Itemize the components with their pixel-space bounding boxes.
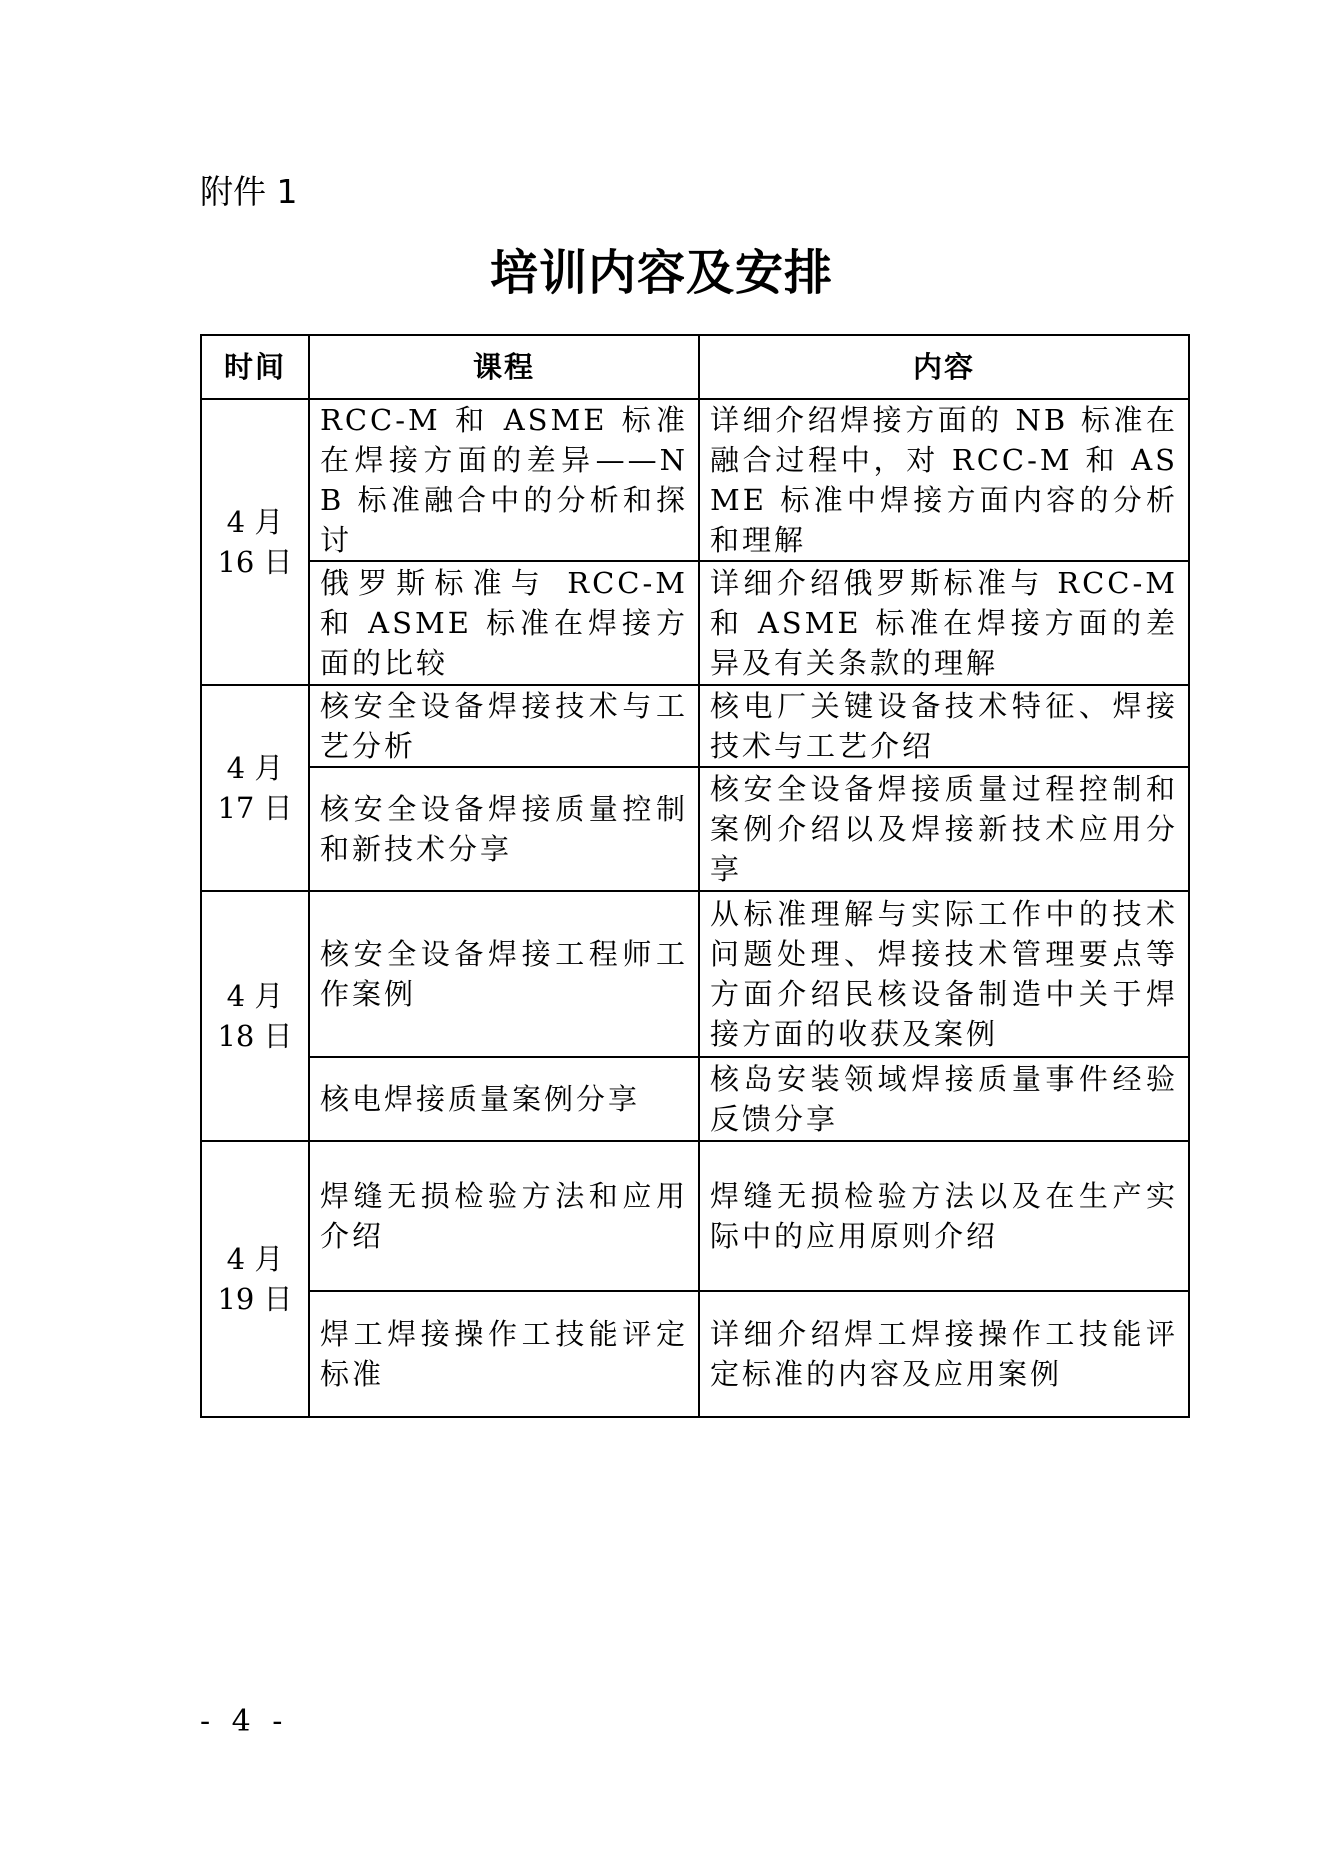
content-cell: 核岛安装领域焊接质量事件经验反馈分享 (699, 1057, 1189, 1141)
table-row (201, 1141, 1189, 1291)
course-cell: 核安全设备焊接技术与工艺分析 (309, 685, 699, 767)
table-row (201, 1291, 1189, 1417)
header-content: 内容 (699, 335, 1189, 399)
date-cell (201, 685, 309, 891)
content-cell: 详细介绍焊工焊接操作工技能评定标准的内容及应用案例 (699, 1291, 1189, 1417)
document-title: 培训内容及安排 (489, 245, 833, 301)
attachment-label: 附件 1 (200, 172, 298, 211)
date-cell (201, 399, 309, 685)
header-course: 课程 (309, 335, 699, 399)
table-row (201, 1057, 1189, 1141)
course-cell: 核电焊接质量案例分享 (309, 1057, 699, 1141)
date-month: 4 月 (226, 751, 284, 785)
date-day: 16 日 (217, 545, 293, 579)
date-day: 18 日 (217, 1019, 293, 1053)
course-cell: 核安全设备焊接工程师工作案例 (309, 891, 699, 1057)
table-row (201, 561, 1189, 685)
content-cell: 核安全设备焊接质量过程控制和案例介绍以及焊接新技术应用分享 (699, 767, 1189, 891)
date-month: 4 月 (226, 505, 284, 539)
date-day: 17 日 (217, 791, 293, 825)
schedule-table (200, 334, 1190, 1418)
content-cell: 详细介绍俄罗斯标准与 RCC-M 和 ASME 标准在焊接方面的差异及有关条款的理解 (699, 561, 1189, 685)
header-time: 时间 (201, 335, 309, 399)
course-cell: 俄罗斯标准与 RCC-M 和 ASME 标准在焊接方面的比较 (309, 561, 699, 685)
course-cell: 焊工焊接操作工技能评定标准 (309, 1291, 699, 1417)
table-header-row (201, 335, 1189, 399)
date-month: 4 月 (226, 979, 284, 1013)
date-day: 19 日 (217, 1282, 293, 1316)
content-cell: 详细介绍焊接方面的 NB 标准在融合过程中，对 RCC-M 和 ASME 标准中焊接方面内容的分析和理解 (699, 399, 1189, 561)
table-row (201, 891, 1189, 1057)
course-cell: 核安全设备焊接质量控制和新技术分享 (309, 767, 699, 891)
date-cell (201, 1141, 309, 1417)
date-month: 4 月 (226, 1242, 284, 1276)
content-cell: 从标准理解与实际工作中的技术问题处理、焊接技术管理要点等方面介绍民核设备制造中关于焊接方面的收获及案例 (699, 891, 1189, 1057)
course-cell: RCC-M 和 ASME 标准在焊接方面的差异——NB 标准融合中的分析和探讨 (309, 399, 699, 561)
table-row (201, 399, 1189, 561)
course-cell: 焊缝无损检验方法和应用介绍 (309, 1141, 699, 1291)
date-cell (201, 891, 309, 1141)
content-cell: 焊缝无损检验方法以及在生产实际中的应用原则介绍 (699, 1141, 1189, 1291)
table-row (201, 767, 1189, 891)
page-number: - 4 - (200, 1704, 289, 1739)
content-cell: 核电厂关键设备技术特征、焊接技术与工艺介绍 (699, 685, 1189, 767)
table-row (201, 685, 1189, 767)
